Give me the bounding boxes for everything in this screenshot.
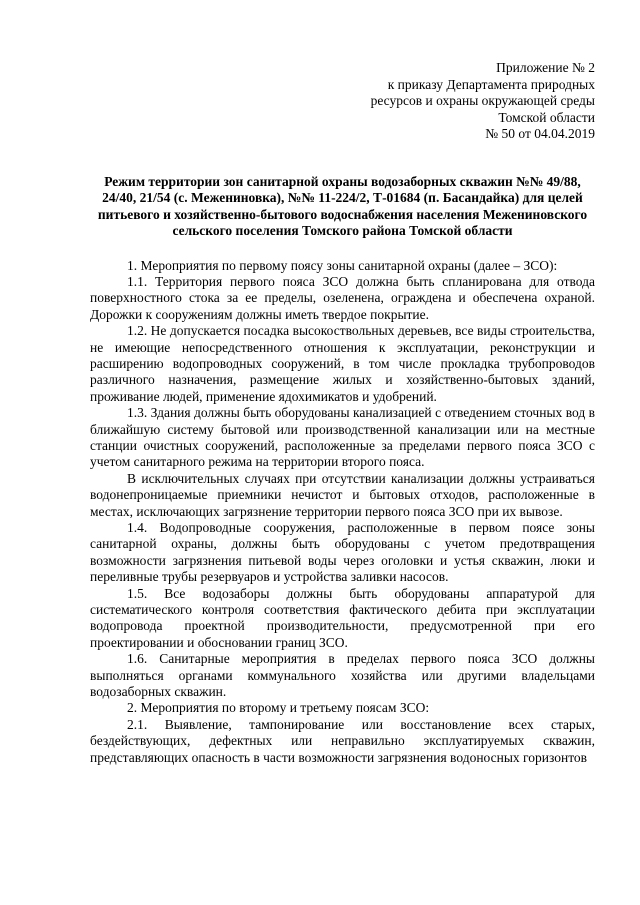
approval-line: ресурсов и охраны окружающей среды (370, 93, 595, 108)
paragraph: 1.6. Санитарные мероприятия в пределах первого пояса ЗСО должны выполняться органами коммунального хозяйства или другими владельцами водозаборных скважин. (90, 651, 595, 700)
approval-line: Приложение № 2 (496, 60, 595, 75)
paragraph: 2.1. Выявление, тампонирование или восстановление всех старых, бездействующих, дефектных или неправильно эксплуатируемых скважин, представляющих опасность в части возможности загрязнения водоносных горизонтов (90, 716, 595, 765)
paragraph: 1.2. Не допускается посадка высокоствольных деревьев, все виды строительства, не имеющие непосредственного отношения к эксплуатации, реконструкции и расширению водопроводных сооружений, в том числе прокладка трубопроводов различного назначения, размещение жилых и хозяйственно-бытовых зданий, проживание людей, применение ядохимикатов и удобрений. (90, 323, 595, 404)
section-heading: 1. Мероприятия по первому поясу зоны санитарной охраны (далее – ЗСО): (127, 257, 558, 273)
document-title: Режим территории зон санитарной охраны водозаборных скважин №№ 49/88, 24/40, 21/54 (с. Межениновка), №№ 11-224/2, Т-01684 (п. Басандайка) для целей питьевого и хозяйственно-бытового водоснабжения населения Межениновского сельского поселения Томского района Томской области (97, 173, 588, 238)
paragraph: 1.1. Территория первого пояса ЗСО должна быть спланирована для отвода поверхностного стока за ее пределы, озеленена, ограждена и обеспечена охраной. Дорожки к сооружениям должны иметь твердое покрытие. (90, 273, 595, 322)
paragraph: 1.3. Здания должны быть оборудованы канализацией с отведением сточных вод в ближайшую систему бытовой или производственной канализации или на местные станции очистных сооружений, расположенные за пределами первого пояса ЗСО с учетом санитарного режима на территории второго пояса. (90, 405, 595, 470)
paragraph: В исключительных случаях при отсутствии канализации должны устраиваться водонепроницаемые приемники нечистот и бытовых отходов, расположенные в местах, исключающих загрязнение территории первого пояса ЗСО при их вывозе. (90, 470, 595, 519)
section-heading: 2. Мероприятия по второму и третьему поясам ЗСО: (127, 700, 430, 716)
approval-line: Томской области (498, 109, 595, 125)
paragraph: 1.5. Все водозаборы должны быть оборудованы аппаратурой для систематического контроля соответствия фактического дебита при эксплуатации водопровода проектной производительности, предусмотренной при его проектировании и обосновании границ ЗСО. (90, 585, 595, 650)
approval-line: к приказу Департамента природных (387, 76, 595, 92)
approval-line: № 50 от 04.04.2019 (485, 126, 595, 141)
approval-block (90, 60, 595, 143)
paragraph: 1.4. Водопроводные сооружения, расположенные в первом поясе зоны санитарной охраны, должны быть оборудованы с учетом предотвращения возможности загрязнения питьевой воды через оголовки и устья скважин, люки и переливные трубы резервуаров и устройства заливки насосов. (90, 520, 595, 585)
document-body (90, 258, 595, 767)
